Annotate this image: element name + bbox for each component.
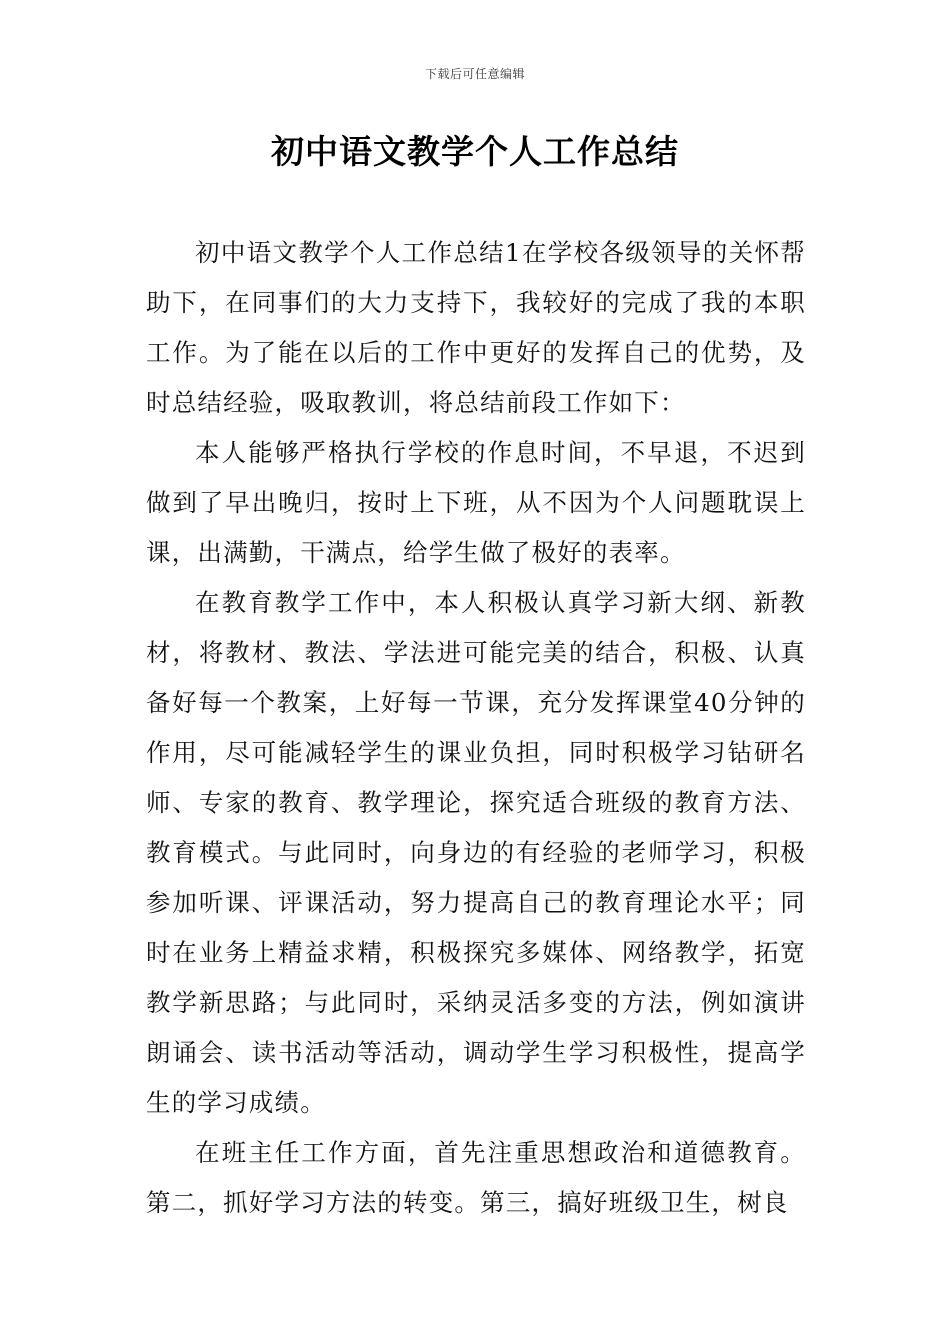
paragraph-teaching: 在教育教学工作中，本人积极认真学习新大纲、新教材，将教材、教法、学法进可能完美的结合，积极、认真备好每一个教案，上好每一节课，充分发挥课堂40分钟的作用，尽可能减轻学生的课业负担，同时积极学习钻研名师、专家的教育、教学理论，探究适合班级的教育方法、教育模式。与此同时，向身边的有经验的老师学习，积极参加听课、评课活动，努力提高自己的教育理论水平；同时在业务上精益求精，积极探究多媒体、网络教学，拓宽教学新思路；与此同时，采纳灵活多变的方法，例如演讲朗诵会、读书活动等活动，调动学生学习积极性，提高学生的学习成绩。: [146, 588, 806, 1117]
document-title: 初中语文教学个人工作总结: [271, 132, 679, 171]
paragraph-intro: 初中语文教学个人工作总结1在学校各级领导的关怀帮助下，在同事们的大力支持下，我较好的完成了我的本职工作。为了能在以后的工作中更好的发挥自己的优势，及时总结经验，吸取教训，将总结前段工作如下：: [146, 238, 806, 417]
document-body: [146, 228, 806, 1228]
header-note: 下载后可任意编辑: [424, 67, 525, 81]
paragraph-attendance: 本人能够严格执行学校的作息时间，不早退，不迟到做到了早出晚归，按时上下班，从不因为个人问题耽误上课，出满勤，干满点，给学生做了极好的表率。: [146, 438, 806, 567]
paragraph-class-management: 在班主任工作方面，首先注重思想政治和道德教育。第二，抓好学习方法的转变。第三，搞好班级卫生，树良: [146, 1138, 806, 1217]
